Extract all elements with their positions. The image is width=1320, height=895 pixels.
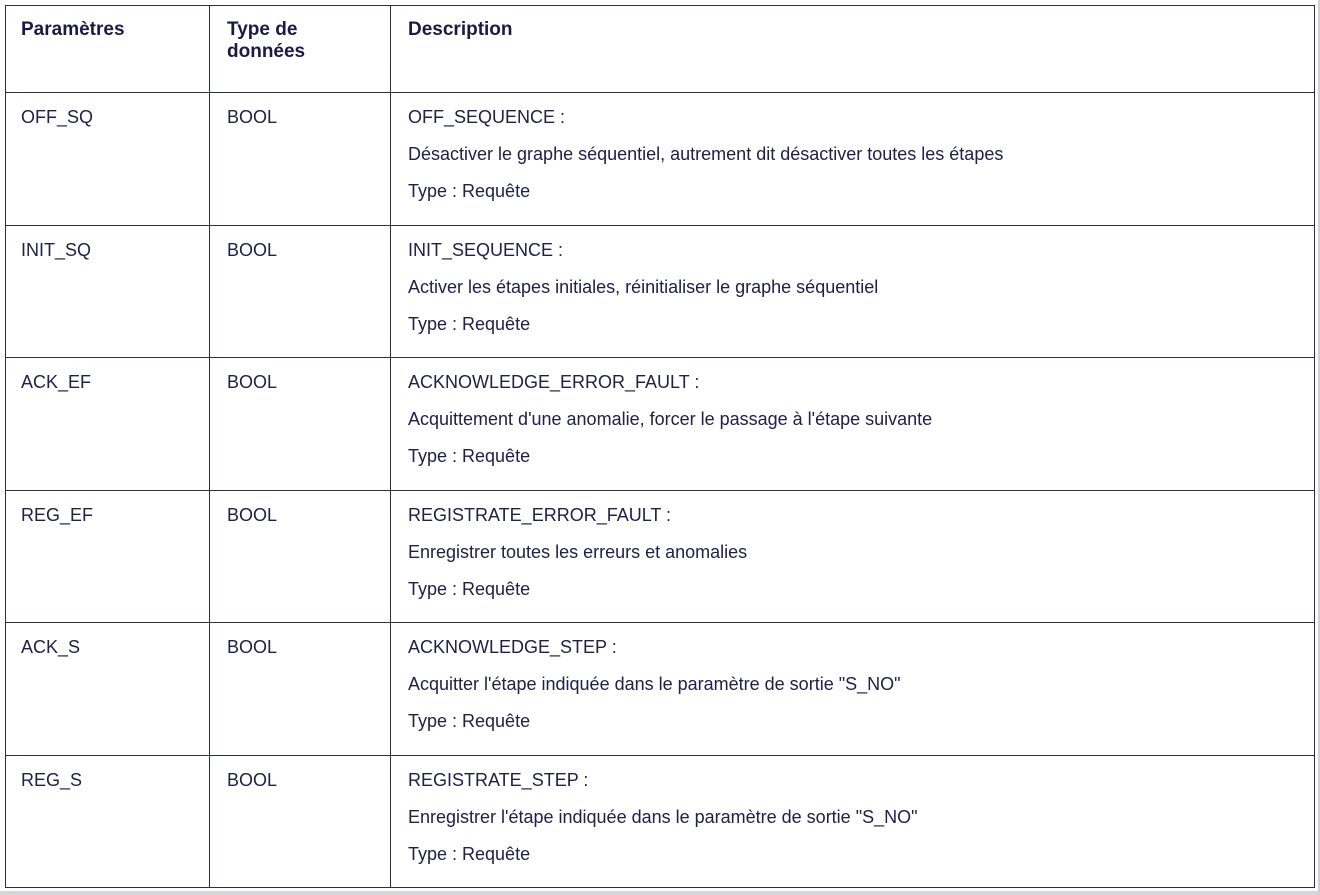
data-type: BOOL	[227, 769, 278, 790]
param-cell	[6, 755, 210, 888]
description-cell	[391, 490, 1315, 623]
description-title: OFF_SEQUENCE :	[408, 107, 566, 127]
table-row	[6, 358, 1315, 491]
table-row	[6, 623, 1315, 756]
table-row	[6, 93, 1315, 226]
description-title: ACKNOWLEDGE_STEP :	[408, 637, 617, 657]
param-name: INIT_SQ	[21, 239, 92, 260]
param-name: REG_EF	[21, 504, 94, 525]
data-type: BOOL	[227, 637, 278, 657]
description-cell	[391, 225, 1315, 358]
data-type: BOOL	[227, 239, 278, 260]
type-cell	[210, 623, 391, 756]
description-type: Type : Requête	[408, 711, 531, 731]
table-row	[6, 755, 1315, 888]
header-parametres-label: Paramètres	[21, 19, 125, 40]
description-text: Enregistrer l'étape indiquée dans le paramètre de sortie "S_NO"	[408, 806, 918, 827]
param-cell	[6, 623, 210, 756]
description-cell	[391, 93, 1315, 226]
header-parametres	[6, 6, 210, 93]
header-type-label	[210, 6, 390, 63]
type-cell	[210, 490, 391, 623]
type-cell	[210, 358, 391, 491]
description-cell	[391, 358, 1315, 491]
header-description	[391, 6, 1315, 93]
header-type-line1: Type de	[227, 19, 298, 40]
table-header-row	[6, 6, 1315, 93]
description-type: Type : Requête	[408, 843, 531, 864]
data-type: BOOL	[227, 372, 278, 392]
param-cell	[6, 490, 210, 623]
description-text: Désactiver le graphe séquentiel, autrement dit désactiver toutes les étapes	[408, 144, 1004, 164]
description-cell	[391, 623, 1315, 756]
description-text: Activer les étapes initiales, réinitialiser le graphe séquentiel	[408, 276, 879, 297]
description-title: ACKNOWLEDGE_ERROR_FAULT :	[408, 372, 700, 392]
header-type-de-donnees	[210, 6, 391, 93]
description-type: Type : Requête	[408, 446, 531, 466]
header-description-label: Description	[408, 19, 513, 40]
description-title: REGISTRATE_STEP :	[408, 769, 589, 790]
description-text: Acquitter l'étape indiquée dans le paramètre de sortie "S_NO"	[408, 674, 901, 694]
description-text: Acquittement d'une anomalie, forcer le passage à l'étape suivante	[408, 409, 933, 429]
description-type: Type : Requête	[408, 313, 531, 334]
header-type-line2: données	[227, 41, 306, 62]
param-name: REG_S	[21, 769, 83, 790]
data-type: BOOL	[227, 107, 278, 127]
type-cell	[210, 93, 391, 226]
description-cell	[391, 755, 1315, 888]
parameters-table	[5, 5, 1315, 888]
param-cell	[6, 358, 210, 491]
data-type: BOOL	[227, 504, 278, 525]
param-name: OFF_SQ	[21, 107, 94, 127]
type-cell	[210, 755, 391, 888]
description-title: INIT_SEQUENCE :	[408, 239, 564, 260]
table-row	[6, 490, 1315, 623]
param-name: ACK_S	[21, 637, 81, 657]
description-text: Enregistrer toutes les erreurs et anomalies	[408, 541, 748, 562]
description-type: Type : Requête	[408, 181, 531, 201]
description-title: REGISTRATE_ERROR_FAULT :	[408, 504, 672, 525]
table-row	[6, 225, 1315, 358]
description-type: Type : Requête	[408, 578, 531, 599]
type-cell	[210, 225, 391, 358]
param-cell	[6, 93, 210, 226]
param-name: ACK_EF	[21, 372, 92, 392]
param-cell	[6, 225, 210, 358]
